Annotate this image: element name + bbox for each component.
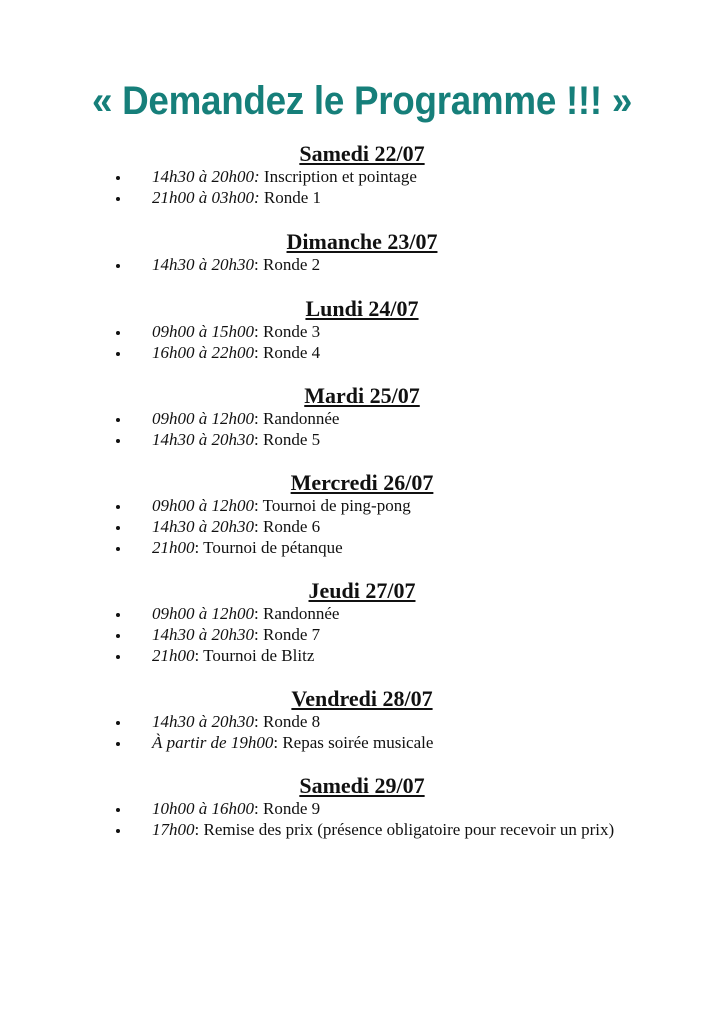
schedule-item: 14h30 à 20h30: Ronde 5	[0, 429, 724, 450]
bullet-icon	[116, 176, 120, 180]
schedule-item: 14h30 à 20h30: Ronde 2	[0, 254, 724, 275]
schedule-item: 17h00: Remise des prix (présence obligatoire pour recevoir un prix)	[0, 819, 724, 840]
day-block-jeudi-27	[0, 579, 724, 666]
schedule-item: 21h00 à 03h00: Ronde 1	[0, 187, 724, 208]
day-block-mercredi-26	[0, 471, 724, 558]
bullet-icon	[116, 721, 120, 725]
schedule-item: 14h30 à 20h30: Ronde 8	[0, 711, 724, 732]
bullet-icon	[116, 829, 120, 833]
day-heading: Mercredi 26/07	[290, 470, 434, 495]
day-heading: Mardi 25/07	[304, 383, 420, 408]
bullet-icon	[116, 418, 120, 422]
schedule-item: 09h00 à 12h00: Tournoi de ping-pong	[0, 495, 724, 516]
bullet-icon	[116, 264, 120, 268]
bullet-icon	[116, 634, 120, 638]
day-heading: Samedi 22/07	[299, 141, 425, 166]
day-heading: Dimanche 23/07	[286, 229, 438, 254]
day-heading: Lundi 24/07	[305, 296, 419, 321]
schedule-item: 10h00 à 16h00: Ronde 9	[0, 798, 724, 819]
day-block-lundi-24	[0, 297, 724, 363]
day-heading: Vendredi 28/07	[291, 686, 433, 711]
bullet-icon	[116, 613, 120, 617]
bullet-icon	[116, 439, 120, 443]
day-block-mardi-25	[0, 384, 724, 450]
schedule-item: 09h00 à 12h00: Randonnée	[0, 408, 724, 429]
bullet-icon	[116, 808, 120, 812]
schedule-item: 09h00 à 15h00: Ronde 3	[0, 321, 724, 342]
schedule-item: 21h00: Tournoi de Blitz	[0, 645, 724, 666]
day-block-dimanche-23	[0, 230, 724, 275]
schedule-item: 21h00: Tournoi de pétanque	[0, 537, 724, 558]
bullet-icon	[116, 331, 120, 335]
day-block-vendredi-28	[0, 687, 724, 753]
day-block-samedi-29	[0, 774, 724, 840]
schedule-item: 16h00 à 22h00: Ronde 4	[0, 342, 724, 363]
day-heading: Samedi 29/07	[299, 773, 425, 798]
bullet-icon	[116, 197, 120, 201]
bullet-icon	[116, 742, 120, 746]
day-block-samedi-22	[0, 142, 724, 208]
schedule-item: 14h30 à 20h30: Ronde 6	[0, 516, 724, 537]
day-heading: Jeudi 27/07	[308, 578, 416, 603]
schedule-item: 14h30 à 20h30: Ronde 7	[0, 624, 724, 645]
schedule-item: À partir de 19h00: Repas soirée musicale	[0, 732, 724, 753]
schedule-item: 09h00 à 12h00: Randonnée	[0, 603, 724, 624]
page-title: « Demandez le Programme !!! »	[91, 79, 633, 123]
bullet-icon	[116, 526, 120, 530]
schedule-item: 14h30 à 20h00: Inscription et pointage	[0, 166, 724, 187]
bullet-icon	[116, 352, 120, 356]
bullet-icon	[116, 505, 120, 509]
bullet-icon	[116, 547, 120, 551]
bullet-icon	[116, 655, 120, 659]
